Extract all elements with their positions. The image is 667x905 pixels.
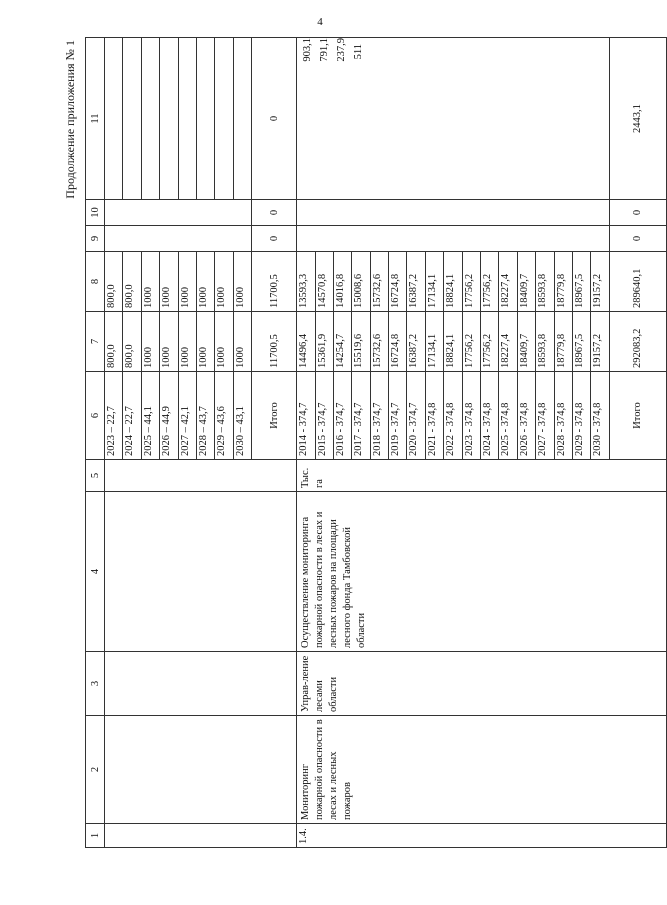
year-cell: 2017 - 374,7	[352, 372, 370, 460]
year-cell: 2026 – 44,9	[160, 372, 178, 460]
c7-cell: 18779,8	[554, 312, 572, 372]
rotated-table-container	[63, 38, 644, 848]
c8-cell: 18409,7	[517, 252, 535, 312]
c8-cell: 18227,4	[499, 252, 517, 312]
total-c10: 0	[609, 200, 666, 226]
c11-cell	[105, 38, 123, 200]
c11-cell	[196, 38, 214, 200]
c11-cell	[160, 38, 178, 200]
c7-cell: 15361,9	[315, 312, 333, 372]
c8-cell: 13593,3	[297, 252, 315, 312]
c7-cell: 15732,6	[370, 312, 388, 372]
block1-c2	[105, 716, 297, 824]
year-cell: 2023 - 374,8	[462, 372, 480, 460]
item-unit: Тыс. га	[297, 460, 667, 492]
c8-cell: 18967,5	[572, 252, 590, 312]
year-cell: 2030 – 43,1	[233, 372, 251, 460]
c8-cell: 18593,8	[536, 252, 554, 312]
total-c11: 0	[252, 38, 297, 200]
c8-cell: 16724,8	[389, 252, 407, 312]
total-c7: 292083,2	[609, 312, 666, 372]
c11-value: 791,1	[319, 38, 331, 62]
item-name: Мониторинг пожарной опасности в лесах и лесных пожаров	[297, 716, 667, 824]
c8-cell: 15732,6	[370, 252, 388, 312]
col-num-6: 6	[86, 372, 105, 460]
c7-cell: 17756,2	[481, 312, 499, 372]
total-c11: 2443,1	[609, 38, 666, 200]
c8-cell: 15008,6	[352, 252, 370, 312]
c7-cell: 18227,4	[499, 312, 517, 372]
total-label: Итого	[252, 372, 297, 460]
table-row	[297, 38, 315, 848]
c7-cell: 18409,7	[517, 312, 535, 372]
c7-cell: 800,0	[123, 312, 141, 372]
year-cell: 2022 - 374,8	[444, 372, 462, 460]
year-cell: 2019 - 374,7	[389, 372, 407, 460]
c7-cell: 1000	[233, 312, 251, 372]
item-number: 1.4.	[297, 824, 667, 848]
year-cell: 2027 – 42,1	[178, 372, 196, 460]
c8-cell: 18779,8	[554, 252, 572, 312]
year-cell: 2014 - 374,7	[297, 372, 315, 460]
total-c8: 289640,1	[609, 252, 666, 312]
c11-cell	[123, 38, 141, 200]
year-cell: 2027 - 374,8	[536, 372, 554, 460]
total-c10: 0	[252, 200, 297, 226]
total-c9: 0	[609, 226, 666, 252]
block1-c3	[105, 652, 297, 716]
c8-cell: 17134,1	[425, 252, 443, 312]
col-num-3: 3	[86, 652, 105, 716]
year-cell: 2016 - 374,7	[333, 372, 351, 460]
c7-cell: 1000	[160, 312, 178, 372]
year-cell: 2018 - 374,7	[370, 372, 388, 460]
column-number-row	[86, 38, 105, 848]
c11-cell	[178, 38, 196, 200]
year-cell: 2029 – 43,6	[215, 372, 233, 460]
total-c8: 11700,5	[252, 252, 297, 312]
total-label: Итого	[609, 372, 666, 460]
c7-cell: 16387,2	[407, 312, 425, 372]
c7-cell: 1000	[141, 312, 159, 372]
item-executor: Управ-ление лесами области	[297, 652, 667, 716]
col-num-10: 10	[86, 200, 105, 226]
c7-cell: 1000	[178, 312, 196, 372]
c9-cell	[105, 226, 252, 252]
col-num-9: 9	[86, 226, 105, 252]
c10-cell	[105, 200, 252, 226]
c8-cell: 800,0	[123, 252, 141, 312]
year-cell: 2026 - 374,8	[517, 372, 535, 460]
year-cell: 2030 - 374,8	[591, 372, 609, 460]
c8-cell: 16387,2	[407, 252, 425, 312]
block1-c5	[105, 460, 297, 492]
col-num-2: 2	[86, 716, 105, 824]
c11-value: 237,9	[336, 38, 348, 62]
year-cell: 2024 - 374,8	[481, 372, 499, 460]
year-cell: 2025 – 44,1	[141, 372, 159, 460]
page-number: 4	[317, 16, 323, 28]
c11-value: 511	[353, 44, 365, 60]
c8-cell: 1000	[233, 252, 251, 312]
c11-cell	[141, 38, 159, 200]
block1-c4	[105, 492, 297, 652]
program-table	[85, 37, 667, 848]
col-num-8: 8	[86, 252, 105, 312]
c7-cell: 15519,6	[352, 312, 370, 372]
c8-cell: 1000	[215, 252, 233, 312]
c8-cell: 1000	[196, 252, 214, 312]
c10-cell	[297, 200, 610, 226]
year-cell: 2029 - 374,8	[572, 372, 590, 460]
c7-cell: 16724,8	[389, 312, 407, 372]
continuation-title: Продолжение приложения № 1	[63, 40, 77, 199]
c11-stack	[297, 38, 610, 200]
c7-cell: 18967,5	[572, 312, 590, 372]
c7-cell: 17756,2	[462, 312, 480, 372]
c8-cell: 19157,2	[591, 252, 609, 312]
c11-value: 903,1	[302, 38, 314, 62]
block1-c1	[105, 824, 297, 848]
c8-cell: 800,0	[105, 252, 123, 312]
year-cell: 2021 - 374,8	[425, 372, 443, 460]
total-c9: 0	[252, 226, 297, 252]
year-cell: 2024 – 22,7	[123, 372, 141, 460]
year-cell: 2025 - 374,8	[499, 372, 517, 460]
col-num-4: 4	[86, 492, 105, 652]
col-num-7: 7	[86, 312, 105, 372]
c8-cell: 17756,2	[462, 252, 480, 312]
c8-cell: 14016,8	[333, 252, 351, 312]
c8-cell: 1000	[160, 252, 178, 312]
c8-cell: 18824,1	[444, 252, 462, 312]
c7-cell: 14254,7	[333, 312, 351, 372]
c7-cell: 1000	[196, 312, 214, 372]
c11-cell	[215, 38, 233, 200]
c7-cell: 18824,1	[444, 312, 462, 372]
c8-cell: 17756,2	[481, 252, 499, 312]
table-row	[105, 38, 123, 848]
c8-cell: 1000	[178, 252, 196, 312]
c7-cell: 18593,8	[536, 312, 554, 372]
c7-cell: 14496,4	[297, 312, 315, 372]
col-num-1: 1	[86, 824, 105, 848]
c7-cell: 19157,2	[591, 312, 609, 372]
c7-cell: 800,0	[105, 312, 123, 372]
col-num-11: 11	[86, 38, 105, 200]
c11-cell	[233, 38, 251, 200]
year-cell: 2015 - 374,7	[315, 372, 333, 460]
total-c7: 11700,5	[252, 312, 297, 372]
c7-cell: 17134,1	[425, 312, 443, 372]
year-cell: 2028 - 374,8	[554, 372, 572, 460]
year-cell: 2020 - 374,7	[407, 372, 425, 460]
c8-cell: 14570,8	[315, 252, 333, 312]
item-description: Осуществление мониторинга пожарной опасности в лесах и лесных пожаров на площади лесного фонда Тамбовской области	[297, 492, 667, 652]
col-num-5: 5	[86, 460, 105, 492]
c7-cell: 1000	[215, 312, 233, 372]
year-cell: 2023 – 22,7	[105, 372, 123, 460]
c8-cell: 1000	[141, 252, 159, 312]
c9-cell	[297, 226, 610, 252]
year-cell: 2028 – 43,7	[196, 372, 214, 460]
